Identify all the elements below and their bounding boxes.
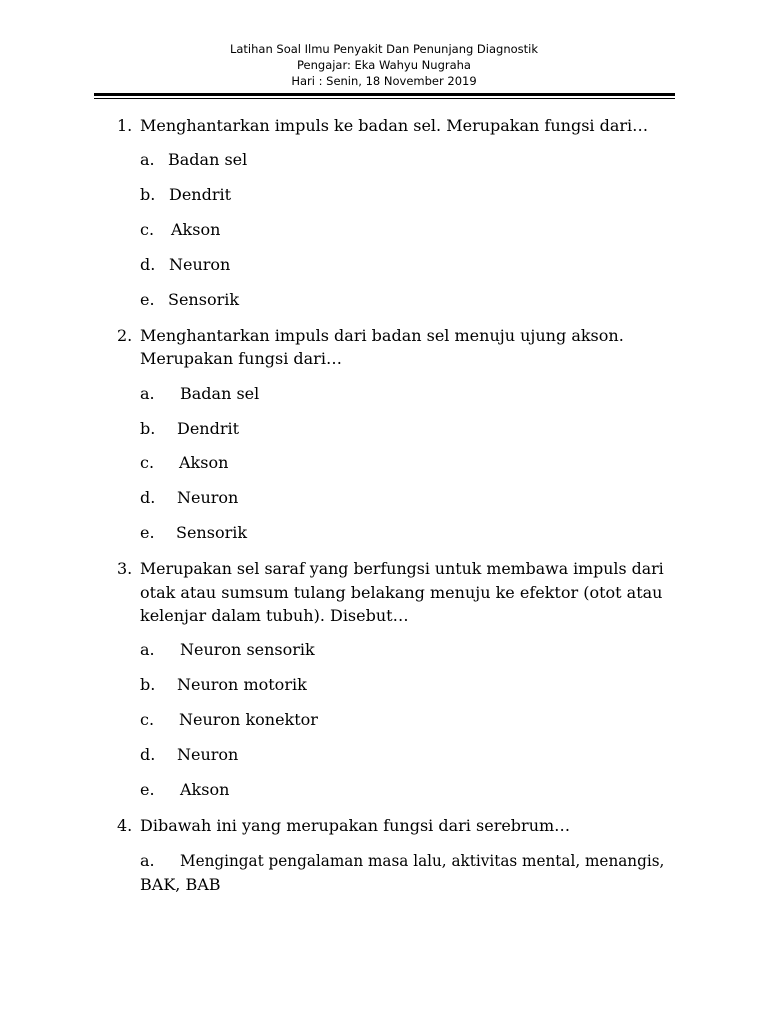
header-rule-thick [94,93,675,96]
option-text: Neuron [177,488,239,507]
option-text: Neuron konektor [179,710,318,729]
question-text: Merupakan fungsi dari… [140,349,342,368]
question-number: 1. [117,116,133,135]
option-label: e. [140,523,155,542]
question-text: Dibawah ini yang merupakan fungsi dari serebrum… [140,816,571,835]
option-label: b. [140,675,156,694]
option-label: e. [140,780,155,799]
option-label: a. [140,150,155,169]
option-label: a. [140,640,155,659]
option-label: a. [140,851,155,870]
question-text: kelenjar dalam tubuh). Disebut… [140,606,409,625]
option-text: Akson [179,453,229,472]
option-text: Dendrit [177,419,240,438]
question-text: otak atau sumsum tulang belakang menuju ke efektor (otot atau [140,583,663,602]
option-text: Badan sel [180,384,260,403]
option-text: Neuron [177,745,239,764]
option-label: c. [140,220,155,239]
option-text: Neuron motorik [177,675,307,694]
option-label: c. [140,453,155,472]
question-text: Menghantarkan impuls ke badan sel. Merupakan fungsi dari… [140,116,649,135]
option-text: Akson [180,780,230,799]
question-number: 2. [117,326,133,345]
date-line: Hari : Senin, 18 November 2019 [291,74,477,88]
option-text: Akson [171,220,221,239]
option-text: Dendrit [169,185,232,204]
option-text: Sensorik [168,290,240,309]
question-text: Merupakan sel saraf yang berfungsi untuk membawa impuls dari [140,559,664,578]
header-rule-thin [94,98,675,99]
option-label: d. [140,745,156,764]
option-text: Neuron sensorik [180,640,315,659]
document-title: Latihan Soal Ilmu Penyakit Dan Penunjang Diagnostik [229,42,539,56]
question-number: 3. [117,559,133,578]
option-label: d. [140,255,156,274]
option-label: a. [140,384,155,403]
option-text: Sensorik [176,523,248,542]
question-text: Menghantarkan impuls dari badan sel menuju ujung akson. [140,326,624,345]
option-text-continuation: BAK, BAB [140,875,221,894]
option-label: b. [140,185,156,204]
option-label: e. [140,290,155,309]
option-text: Neuron [169,255,231,274]
option-text: Mengingat pengalaman masa lalu, aktivitas mental, menangis, [180,851,665,870]
teacher-line: Pengajar: Eka Wahyu Nugraha [297,58,471,72]
option-text: Badan sel [168,150,248,169]
option-label: d. [140,488,156,507]
option-label: c. [140,710,155,729]
option-label: b. [140,419,156,438]
question-number: 4. [117,816,133,835]
